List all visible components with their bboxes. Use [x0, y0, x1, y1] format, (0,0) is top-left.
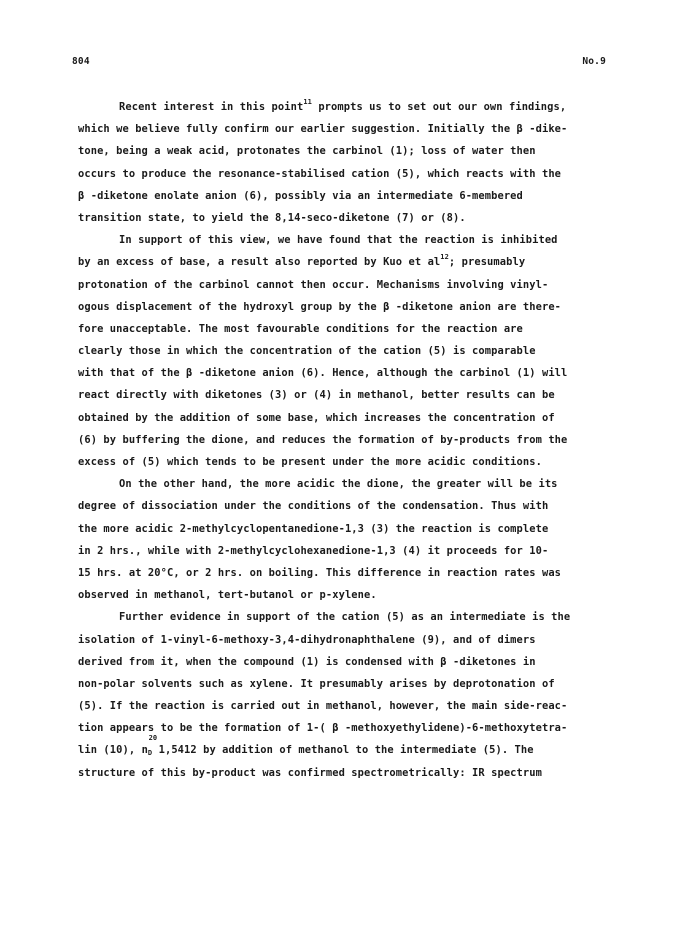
text-line	[78, 296, 608, 318]
text-line	[78, 651, 608, 673]
text-line	[78, 673, 608, 695]
text-line	[78, 734, 608, 761]
text-run: structure of this by-product was confirmed spectrometrically: IR spectrum	[78, 766, 542, 779]
text-run: Further evidence in support of the cation (5) as an intermediate is the	[119, 611, 571, 624]
text-run: obtained by the addition of some base, which increases the concentration of	[78, 411, 555, 424]
text-line	[78, 318, 608, 340]
text-run: by an excess of base, a result also reported by Kuo et al	[78, 256, 441, 269]
text-run: tone, being a weak acid, protonates the carbinol (1); loss of water then	[78, 145, 536, 158]
text-line	[78, 495, 608, 517]
text-run: occurs to produce the resonance-stabilised cation (5), which reacts with the	[78, 167, 562, 180]
text-run: β -diketone enolate anion (6), possibly via an intermediate 6-membered	[78, 189, 523, 202]
paragraph	[78, 606, 608, 784]
text-run: which we believe fully confirm our earlier suggestion. Initially the β -dike-	[78, 123, 568, 136]
text-run: (5). If the reaction is carried out in methanol, however, the main side-reac-	[78, 700, 568, 713]
text-line	[78, 717, 608, 739]
text-run: (6) by buffering the dione, and reduces the formation of by-products from the	[78, 433, 568, 446]
text-run: Recent interest in this point	[119, 101, 304, 113]
text-line	[78, 451, 608, 473]
page-header	[72, 56, 606, 67]
text-run: fore unacceptable. The most favourable conditions for the reaction are	[78, 322, 523, 335]
paragraph	[78, 96, 608, 229]
text-line	[78, 96, 608, 118]
text-run: non-polar solvents such as xylene. It presumably arises by deprotonation of	[78, 677, 555, 690]
text-line	[78, 362, 608, 384]
citation-superscript: 11	[303, 98, 312, 106]
citation-superscript: 12	[440, 253, 449, 262]
text-run: ogous displacement of the hydroxyl group by the β -diketone anion are there-	[78, 300, 562, 313]
text-line	[78, 606, 608, 628]
text-line	[78, 163, 608, 185]
text-run: observed in methanol, tert-butanol or p-xylene.	[78, 589, 377, 602]
text-run: prompts us to set out our own findings,	[311, 101, 567, 113]
text-line	[78, 140, 608, 162]
text-line	[78, 207, 608, 229]
refractive-index-symbol: n 20 $_D$	[141, 734, 158, 758]
page-number: 804	[72, 56, 90, 67]
text-line	[78, 562, 608, 584]
symbol-letter: n	[141, 744, 148, 757]
text-line	[78, 407, 608, 429]
text-line	[78, 518, 608, 540]
text-line	[78, 473, 608, 495]
text-line	[78, 384, 608, 406]
text-line	[78, 118, 608, 140]
paragraph	[78, 229, 608, 473]
text-run: isolation of 1-vinyl-6-methoxy-3,4-dihydronaphthalene (9), and of dimers	[78, 633, 536, 646]
text-run: 15 hrs. at 20°C, or 2 hrs. on boiling. This difference in reaction rates was	[78, 566, 562, 579]
paragraph	[78, 473, 608, 606]
text-line	[78, 629, 608, 651]
text-run: react directly with diketones (3) or (4) in methanol, better results can be	[78, 389, 555, 402]
text-run: excess of (5) which tends to be present under the more acidic conditions.	[78, 456, 542, 468]
text-run: On the other hand, the more acidic the dione, the greater will be its	[119, 478, 558, 491]
issue-number: No.9	[582, 56, 606, 67]
text-run: clearly those in which the concentration of the cation (5) is comparable	[78, 345, 536, 358]
text-line	[78, 540, 608, 562]
text-run: with that of the β -diketone anion (6). Hence, although the carbinol (1) will	[78, 367, 568, 380]
text-line	[78, 429, 608, 451]
text-run: the more acidic 2-methylcyclopentanedione-1,3 (3) the reaction is complete	[78, 522, 549, 535]
text-run: protonation of the carbinol cannot then occur. Mechanisms involving vinyl-	[78, 278, 549, 291]
text-run: derived from it, when the compound (1) is condensed with β -diketones in	[78, 655, 536, 668]
text-run: ; presumably	[448, 256, 526, 269]
text-line	[78, 185, 608, 207]
text-line	[78, 762, 608, 784]
text-line	[78, 229, 608, 251]
text-run: lin (10),	[78, 744, 142, 757]
text-line	[78, 584, 608, 606]
text-line	[78, 251, 608, 273]
text-run: 1,5412 by addition of methanol to the intermediate (5). The	[152, 744, 534, 757]
text-line	[78, 340, 608, 362]
body-text	[78, 96, 608, 784]
symbol-subscript: D	[147, 749, 153, 758]
text-run: tion appears to be the formation of 1-( β -methoxyethylidene)-6-methoxytetra-	[78, 722, 568, 735]
text-run: degree of dissociation under the conditions of the condensation. Thus with	[78, 500, 549, 513]
text-line	[78, 695, 608, 717]
text-run: In support of this view, we have found that the reaction is inhibited	[119, 234, 558, 247]
text-run: transition state, to yield the 8,14-seco-diketone (7) or (8).	[78, 211, 466, 224]
text-line	[78, 274, 608, 296]
text-run: in 2 hrs., while with 2-methylcyclohexanedione-1,3 (4) it proceeds for 10-	[78, 544, 549, 557]
